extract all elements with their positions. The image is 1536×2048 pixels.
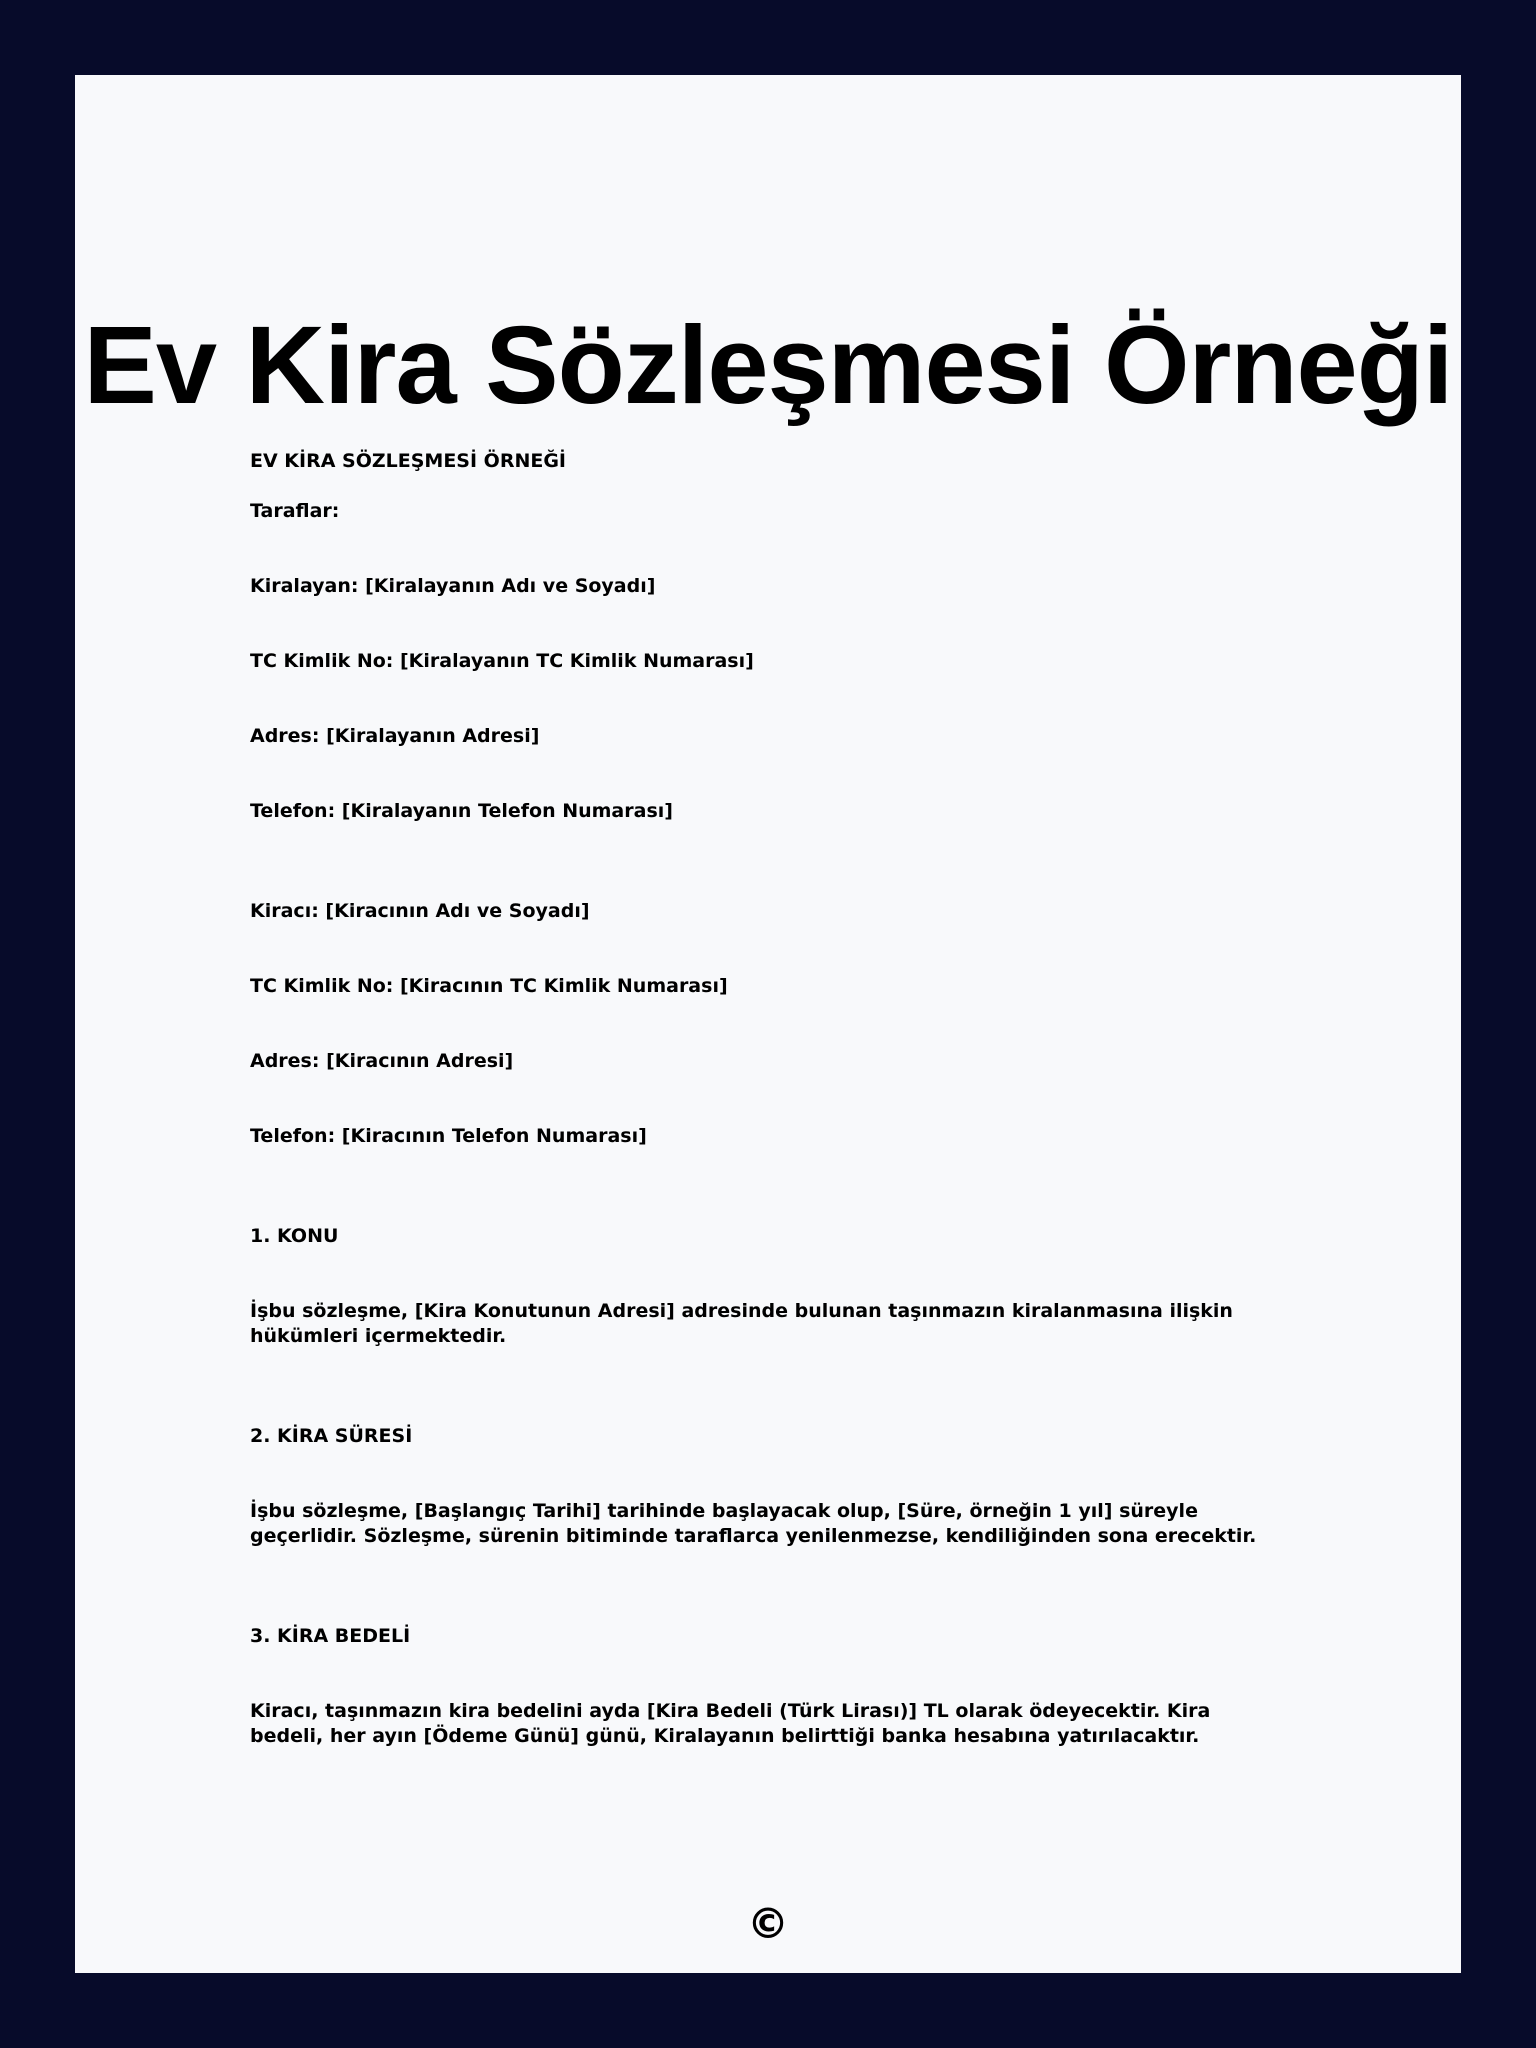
tenant-phone: Telefon: [Kiracının Telefon Numarası] xyxy=(250,1125,647,1147)
parties-label: Taraflar: xyxy=(250,500,340,522)
copyright-icon: © xyxy=(747,1899,789,1948)
section-text: İşbu sözleşme, [Kira Konutunun Adresi] adresinde bulunan taşınmazın kiralanmasına ilişkin hükümleri içermektedir. xyxy=(250,1300,1233,1347)
landlord-address: Adres: [Kiralayanın Adresi] xyxy=(250,725,540,747)
landlord-id: TC Kimlik No: [Kiralayanın TC Kimlik Numarası] xyxy=(250,650,754,672)
page-title: Ev Kira Sözleşmesi Örneği xyxy=(83,304,1453,427)
section-text: İşbu sözleşme, [Başlangıç Tarihi] tarihinde başlayacak olup, [Süre, örneğin 1 yıl] süreyle geçerlidir. Sözleşme, sürenin bitiminde taraflarca yenilenmezse, kendiliğinden sona erecektir. xyxy=(250,1500,1257,1547)
tenant-id: TC Kimlik No: [Kiracının TC Kimlik Numarası] xyxy=(250,975,728,997)
section-heading: 3. KİRA BEDELİ xyxy=(250,1625,411,1647)
section-heading: 1. KONU xyxy=(250,1225,339,1247)
document-page xyxy=(75,75,1461,1973)
landlord-phone: Telefon: [Kiralayanın Telefon Numarası] xyxy=(250,800,673,822)
section-heading: 2. KİRA SÜRESİ xyxy=(250,1425,413,1447)
section-text: Kiracı, taşınmazın kira bedelini ayda [Kira Bedeli (Türk Lirası)] TL olarak ödeyecektir. Kira bedeli, her ayın [Ödeme Günü] günü, Kiralayanın belirttiği banka hesabına yatırılacaktır. xyxy=(250,1700,1211,1747)
tenant-name: Kiracı: [Kiracının Adı ve Soyadı] xyxy=(250,900,590,922)
landlord-name: Kiralayan: [Kiralayanın Adı ve Soyadı] xyxy=(250,575,656,597)
tenant-address: Adres: [Kiracının Adresi] xyxy=(250,1050,514,1072)
document-heading: EV KİRA SÖZLEŞMESİ ÖRNEĞİ xyxy=(250,450,567,472)
